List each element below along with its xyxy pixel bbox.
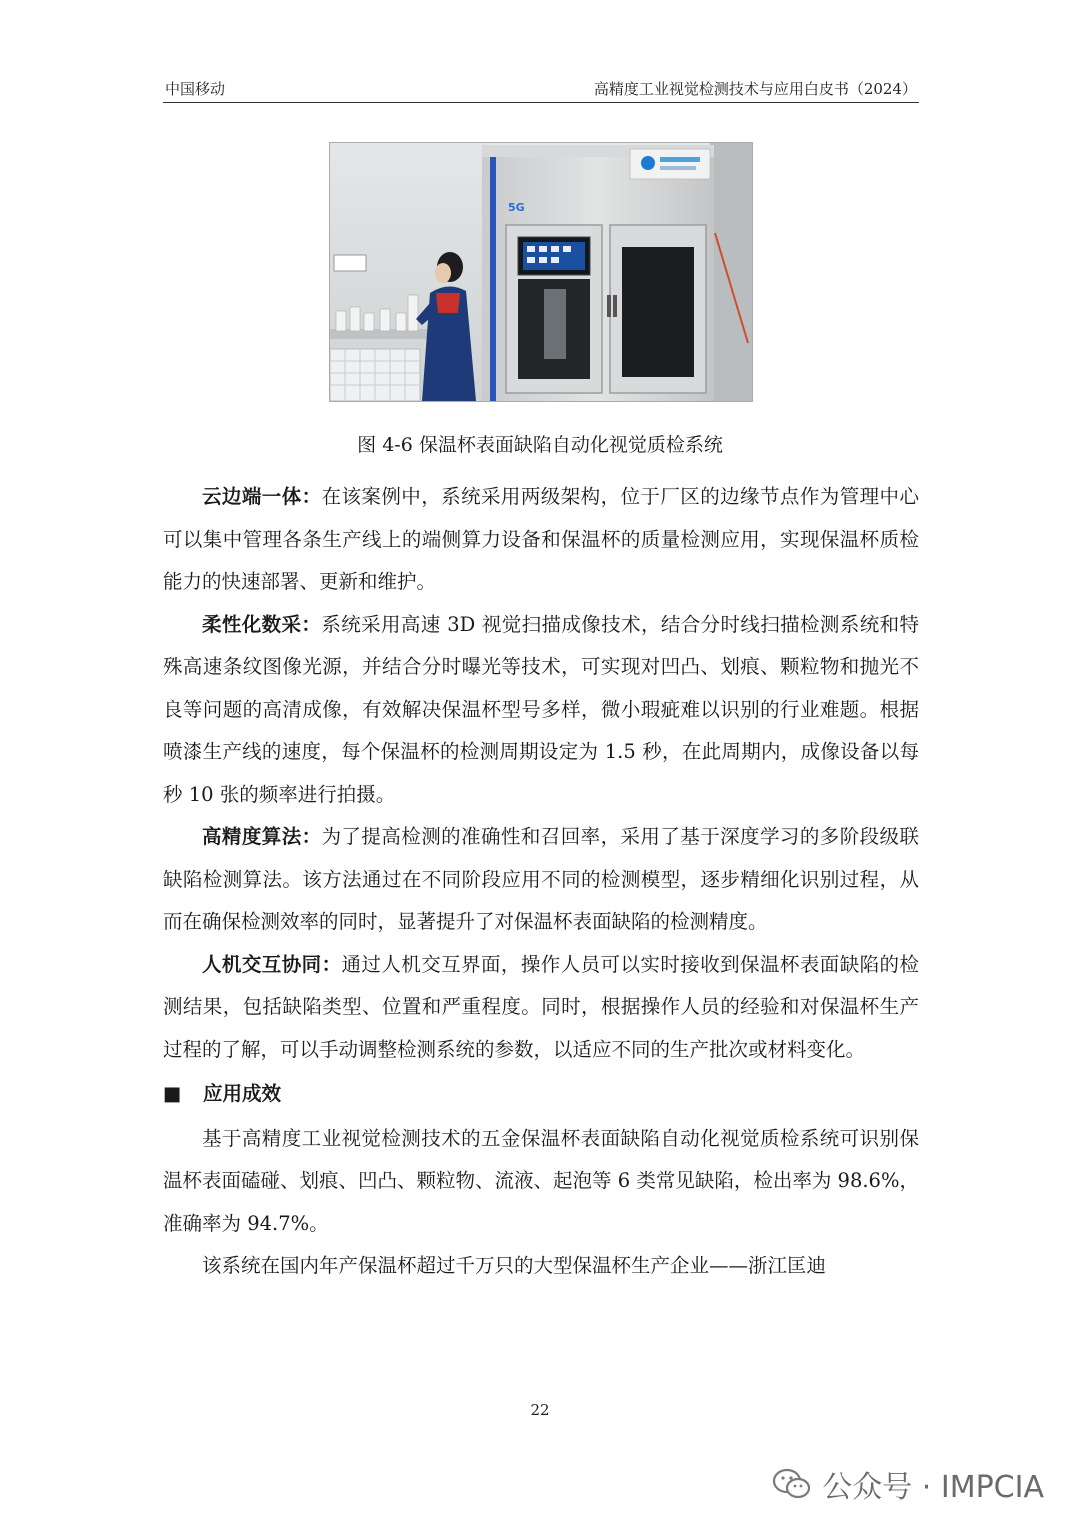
- section-heading: [163, 1073, 919, 1116]
- paragraph-human-machine: [163, 944, 919, 1072]
- paragraph-text: 为了提高检测的准确性和召回率，采用了基于深度学习的多阶段级联缺陷检测算法。该方法通过在不同阶段应用不同的检测模型，逐步精细化识别过程，从而在确保检测效率的同时，显著提升了对保温杯表面缺陷的检测精度。: [163, 825, 919, 933]
- paragraph-flexible-acquisition: [163, 604, 919, 817]
- paragraph-lead: 高精度算法：: [202, 825, 322, 848]
- inspection-machine-photo: [330, 143, 752, 401]
- paragraph-lead: 人机交互协同：: [202, 952, 342, 976]
- watermark-text: 公众号 · IMPCIA: [822, 1470, 1044, 1505]
- section-title: 应用成效: [203, 1082, 282, 1105]
- paragraph-text: 系统采用高速 3D 视觉扫描成像技术，结合分时线扫描检测系统和特殊高速条纹图像光源，并结合分时曝光等技术，可实现对凹凸、划痕、颗粒物和抛光不良等问题的高清成像，有效解决保温杯型号多样，微小瑕疵难以识别的行业难题。根据喷漆生产线的速度，每个保温杯的检测周期设定为 1.5 秒，在此周期内，成像设备以每秒 10 张的频率进行拍摄。: [163, 612, 919, 806]
- paragraph-lead: 云边端一体：: [202, 485, 322, 508]
- paragraph-high-precision-algorithm: [163, 816, 919, 944]
- figure-photo: [329, 142, 753, 402]
- paragraph-deployment: 该系统在国内年产保温杯超过千万只的大型保温杯生产企业——浙江匡迪: [202, 1254, 827, 1277]
- photo-5g-label: 5G: [508, 201, 525, 214]
- paragraph-text: 在该案例中，系统采用两级架构，位于厂区的边缘节点作为管理中心可以集中管理各条生产线上的端侧算力设备和保温杯的质量检测应用，实现保温杯质检能力的快速部署、更新和维护。: [163, 485, 919, 593]
- wechat-icon: [772, 1467, 812, 1501]
- watermark: [772, 1462, 1044, 1506]
- paragraph-results: 基于高精度工业视觉检测技术的五金保温杯表面缺陷自动化视觉质检系统可识别保温杯表面磕碰、划痕、凹凸、颗粒物、流液、起泡等 6 类常见缺陷，检出率为 98.6%，准确率为 94.7%。: [163, 1126, 919, 1235]
- figure-caption: 图 4-6 保温杯表面缺陷自动化视觉质检系统: [357, 434, 723, 456]
- paragraph-lead: 柔性化数采：: [202, 612, 322, 636]
- page-header: [163, 78, 919, 103]
- page-number: 22: [530, 1401, 550, 1419]
- section-bullet: ■: [163, 1082, 182, 1105]
- header-org: 中国移动: [165, 80, 226, 98]
- header-doc-title: 高精度工业视觉检测技术与应用白皮书（2024）: [593, 80, 917, 98]
- paragraph-cloud-edge: [163, 476, 919, 604]
- body-text: [163, 476, 919, 1288]
- paragraph-text: 通过人机交互界面，操作人员可以实时接收到保温杯表面缺陷的检测结果，包括缺陷类型、位置和严重程度。同时，根据操作人员的经验和对保温杯生产过程的了解，可以手动调整检测系统的参数，以适应不同的生产批次或材料变化。: [163, 952, 919, 1061]
